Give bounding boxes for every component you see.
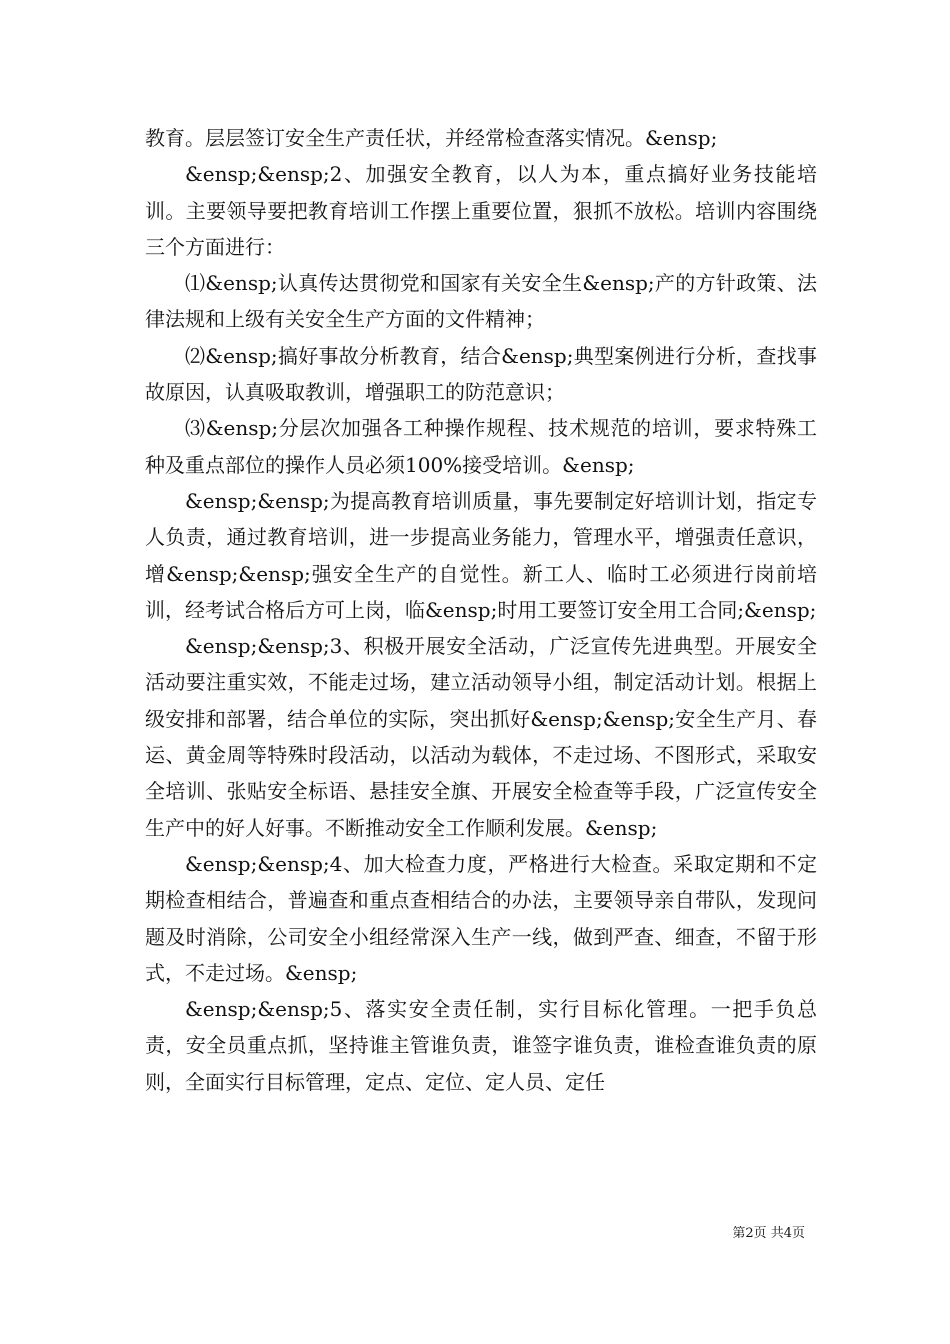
paragraph-1: 教育。层层签订安全生产责任状，并经常检查落实情况。&ensp; — [145, 126, 718, 150]
paragraph-9: &ensp;&ensp;5、落实安全责任制，实行目标化管理。一把手负总责，安全员重点抓，坚持谁主管谁负责，谁签字谁负责，谁检查谁负责的原则，全面实行目标管理，定点、定位、定人员、定任 — [145, 997, 817, 1094]
paragraph-2: &ensp;&ensp;2、加强安全教育，以人为本，重点搞好业务技能培训。主要领导要把教育培训工作摆上重要位置，狠抓不放松。培训内容围绕三个方面进行： — [145, 162, 817, 259]
paragraph-8: &ensp;&ensp;4、加大检查力度，严格进行大检查。采取定期和不定期检查相结合，普遍查和重点查相结合的办法，主要领导亲自带队，发现问题及时消除，公司安全小组经常深入生产一线，做到严查、细查，不留于形式，不走过场。&ensp; — [145, 851, 817, 985]
paragraph-5: ⑶&ensp;分层次加强各工种操作规程、技术规范的培训，要求特殊工种及重点部位的操作人员必须100%接受培训。&ensp; — [145, 416, 817, 477]
paragraph-3: ⑴&ensp;认真传达贯彻党和国家有关安全生&ensp;产的方针政策、法律法规和上级有关安全生产方面的文件精神； — [145, 271, 817, 332]
paragraph-6: &ensp;&ensp;为提高教育培训质量，事先要制定好培训计划，指定专人负责，通过教育培训，进一步提高业务能力，管理水平，增强责任意识，增&ensp;&ensp;强安全生产的自觉性。新工人、临时工必须进行岗前培训，经考试合格后方可上岗，临&ensp;时用工要签订安全用工合同;&ensp; — [145, 488, 817, 622]
document-body — [145, 120, 817, 1100]
paragraph-7: &ensp;&ensp;3、积极开展安全活动，广泛宣传先进典型。开展安全活动要注重实效，不能走过场，建立活动领导小组，制定活动计划。根据上级安排和部署，结合单位的实际，突出抓好&ensp;&ensp;安全生产月、春运、黄金周等特殊时段活动，以活动为载体，不走过场、不图形式，采取安全培训、张贴安全标语、悬挂安全旗、开展安全检查等手段，广泛宣传安全生产中的好人好事。不断推动安全工作顺利发展。&ensp; — [145, 634, 817, 840]
paragraph-4: ⑵&ensp;搞好事故分析教育，结合&ensp;典型案例进行分析，查找事故原因，认真吸取教训，增强职工的防范意识； — [145, 343, 817, 405]
page-number-footer: 第2页 共4页 — [732, 1226, 805, 1241]
